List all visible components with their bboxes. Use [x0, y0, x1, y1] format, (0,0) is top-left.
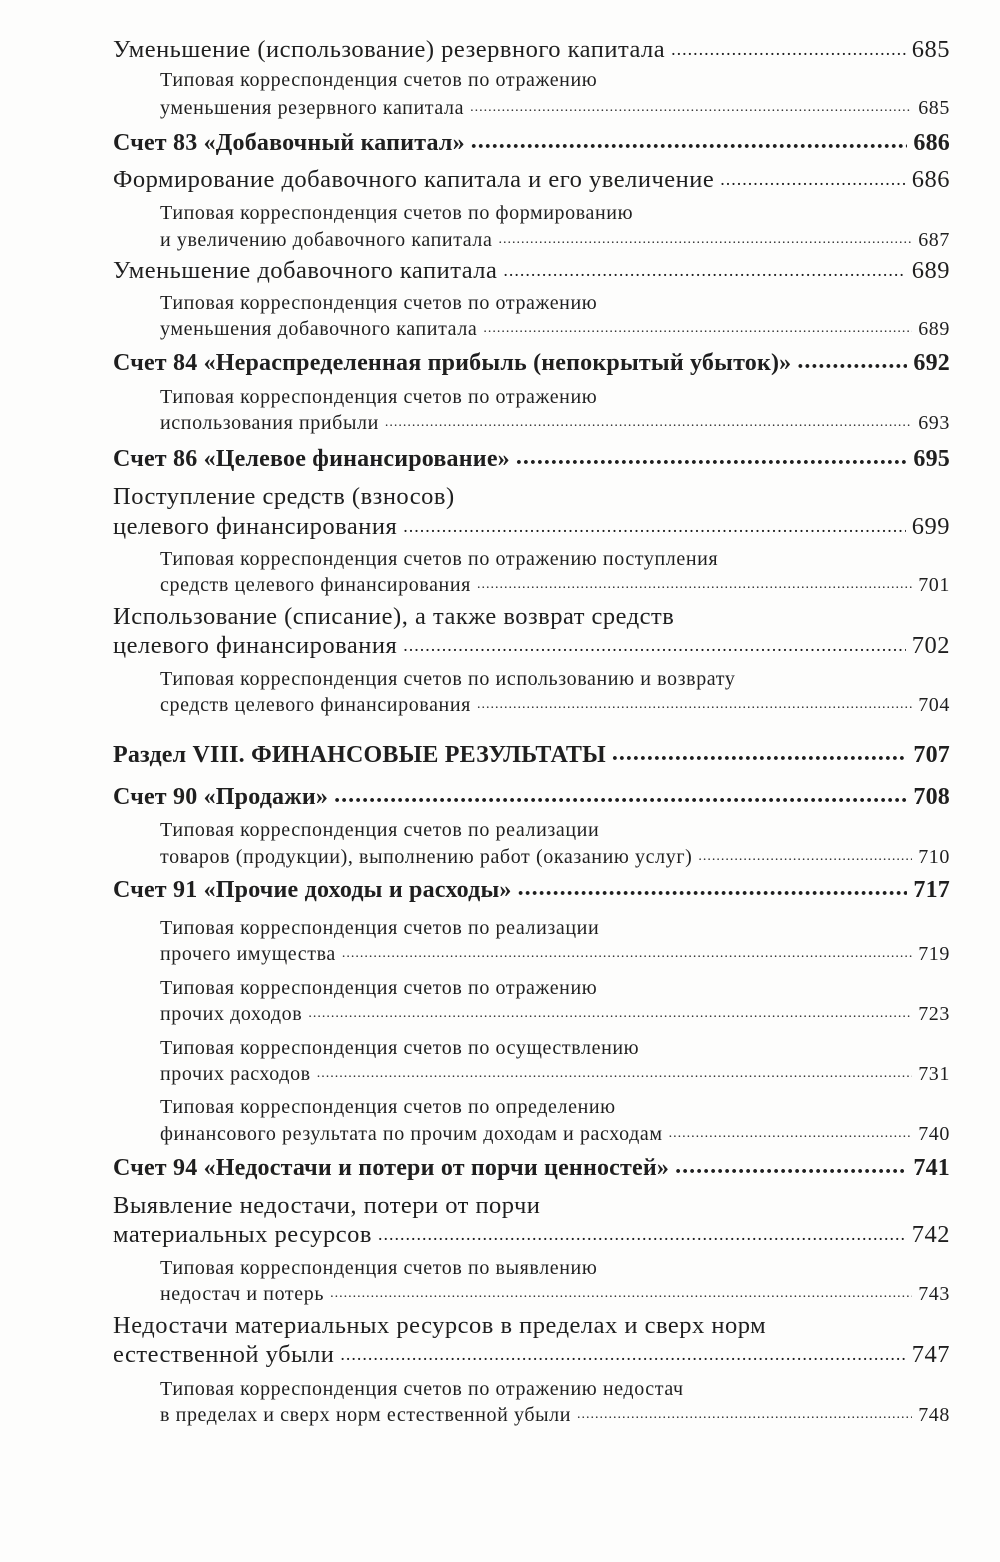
toc-entry-title: Раздел VIII. ФИНАНСОВЫЕ РЕЗУЛЬТАТЫ [113, 741, 606, 768]
toc-entry-title: целевого финансирования [113, 512, 398, 540]
toc-page-number: 685 [911, 35, 950, 63]
toc-entry-title: Типовая корреспонденция счетов по определению [160, 1095, 616, 1118]
toc-page-number: 708 [913, 783, 950, 810]
toc-page-number: 747 [911, 1340, 950, 1368]
toc-page-number: 704 [918, 693, 950, 716]
toc-entry-title: Счет 90 «Продажи» [113, 783, 329, 810]
dot-leader [675, 1153, 907, 1177]
toc-entry-title: Типовая корреспонденция счетов по реализации [160, 818, 600, 841]
toc-entry-title: Типовая корреспонденция счетов по отражению недостач [160, 1377, 684, 1400]
toc-page-number: 695 [913, 445, 950, 472]
toc-entry-title: товаров (продукции), выполнению работ (оказанию услуг) [160, 845, 693, 868]
toc-entry-title: прочего имущества [160, 942, 336, 965]
toc-entry-title: финансового результата по прочим доходам и расходам [160, 1122, 663, 1145]
toc-page-number: 689 [918, 317, 950, 340]
toc-entry-title: Формирование добавочного капитала и его увеличение [113, 165, 715, 193]
dot-leader [308, 1006, 912, 1020]
toc-entry-title: Типовая корреспонденция счетов по отражению [160, 385, 598, 408]
toc-entry-title: использования прибыли [160, 411, 379, 434]
toc-page-number: 731 [918, 1062, 950, 1085]
dot-leader [503, 260, 905, 278]
toc-entry-title: в пределах и сверх норм естественной убыли [160, 1403, 572, 1426]
dot-leader [403, 635, 906, 653]
toc-page-number: 723 [918, 1002, 950, 1025]
toc-page-number: 686 [911, 165, 950, 193]
toc-entry-title: уменьшения добавочного капитала [160, 317, 478, 340]
dot-leader [577, 1407, 912, 1421]
toc-entry-title: Типовая корреспонденция счетов по отражению [160, 68, 598, 91]
toc-entry-title: средств целевого финансирования [160, 573, 471, 596]
toc-entry-title: Уменьшение (использование) резервного капитала [113, 35, 666, 63]
toc-entry-title: Использование (списание), а также возврат средств [113, 602, 675, 630]
toc-entry-title: средств целевого финансирования [160, 693, 471, 716]
dot-leader [330, 1286, 912, 1300]
toc-entry-title: Счет 94 «Недостачи и потери от порчи ценностей» [113, 1154, 670, 1181]
dot-leader [797, 348, 907, 372]
toc-entry-title: Счет 83 «Добавочный капитал» [113, 129, 465, 156]
toc-entry-title: целевого финансирования [113, 631, 398, 659]
dot-leader [385, 415, 912, 429]
toc-page-number: 687 [918, 228, 950, 251]
toc-entry-title: Выявление недостачи, потери от порчи [113, 1191, 541, 1219]
toc-page-number: 748 [918, 1403, 950, 1426]
toc-entry-title: Типовая корреспонденция счетов по реализации [160, 916, 600, 939]
dot-leader [477, 697, 912, 711]
dot-leader [669, 1126, 913, 1140]
toc-entry-title: Типовая корреспонденция счетов по отражению [160, 976, 598, 999]
toc-entry-title: недостач и потерь [160, 1282, 325, 1305]
dot-leader [340, 1344, 905, 1362]
toc-entry-title: Типовая корреспонденция счетов по использованию и возврату [160, 667, 736, 690]
toc-entry-title: и увеличению добавочного капитала [160, 228, 493, 251]
toc-entry-title: прочих расходов [160, 1062, 311, 1085]
dot-leader [516, 444, 908, 468]
toc-page-number: 685 [918, 96, 950, 119]
dot-leader [477, 577, 912, 591]
toc-page-number: 741 [913, 1154, 950, 1181]
toc-page-number: 742 [911, 1220, 950, 1248]
dot-leader [334, 782, 907, 806]
toc-entry-title: Типовая корреспонденция счетов по выявлению [160, 1256, 598, 1279]
toc-entry-title: Недостачи материальных ресурсов в пределах и сверх норм [113, 1311, 767, 1339]
dot-leader [518, 875, 908, 899]
dot-leader [612, 740, 908, 764]
toc-entry-title: Счет 91 «Прочие доходы и расходы» [113, 876, 512, 903]
dot-leader [499, 232, 913, 246]
dot-leader [471, 128, 908, 152]
toc-page-number: 699 [911, 512, 950, 540]
dot-leader [483, 321, 912, 335]
toc-page-number: 717 [913, 876, 950, 903]
toc-page-number: 740 [918, 1122, 950, 1145]
toc-page-number: 702 [911, 631, 950, 659]
toc-entry-title: Уменьшение добавочного капитала [113, 256, 498, 284]
toc-page-number: 707 [913, 741, 950, 768]
dot-leader [671, 39, 906, 57]
dot-leader [317, 1066, 912, 1080]
toc-entry-title: Счет 86 «Целевое финансирование» [113, 445, 510, 472]
toc-entry-title: Типовая корреспонденция счетов по формированию [160, 201, 634, 224]
dot-leader [378, 1224, 906, 1242]
toc-entry-title: Счет 84 «Нераспределенная прибыль (непокрытый убыток)» [113, 349, 792, 376]
toc-page-number: 689 [911, 256, 950, 284]
toc-entry-title: уменьшения резервного капитала [160, 96, 465, 119]
dot-leader [403, 516, 906, 534]
toc-entry-title: Типовая корреспонденция счетов по осуществлению [160, 1036, 640, 1059]
dot-leader [698, 849, 912, 863]
toc-entry-title: Типовая корреспонденция счетов по отражению поступления [160, 547, 719, 570]
toc-entry-title: материальных ресурсов [113, 1220, 372, 1248]
dot-leader [470, 100, 912, 114]
toc-entry-title: естественной убыли [113, 1340, 335, 1368]
toc-page-number: 710 [918, 845, 950, 868]
toc-page-number: 692 [913, 349, 950, 376]
toc-entry-title: Поступление средств (взносов) [113, 482, 455, 510]
toc-page-number: 743 [918, 1282, 950, 1305]
toc-page-number: 686 [913, 129, 950, 156]
toc-page-number: 693 [918, 411, 950, 434]
dot-leader [720, 169, 906, 187]
toc-page-number: 719 [918, 942, 950, 965]
toc-page-number: 701 [918, 573, 950, 596]
dot-leader [342, 946, 912, 960]
toc-entry-title: прочих доходов [160, 1002, 303, 1025]
toc-entry-title: Типовая корреспонденция счетов по отражению [160, 291, 598, 314]
